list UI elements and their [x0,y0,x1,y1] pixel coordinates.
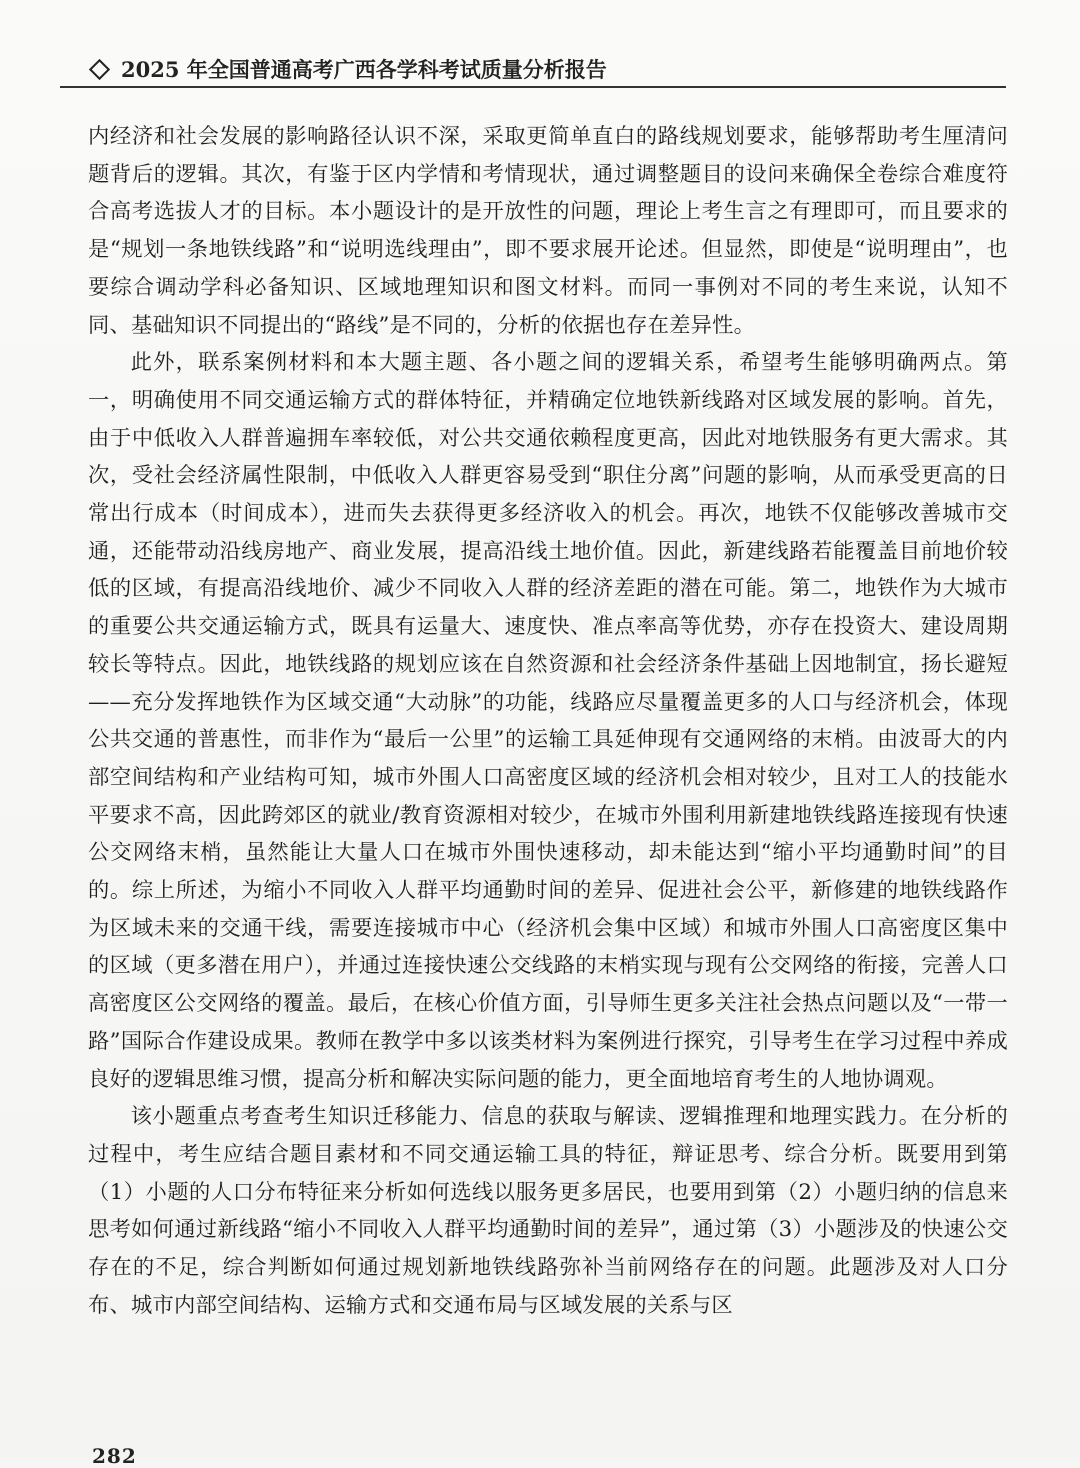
header-title: 2025 年全国普通高考广西各学科考试质量分析报告 [121,57,607,82]
paragraph: 内经济和社会发展的影响路径认识不深，采取更简单直白的路线规划要求，能够帮助考生厘清问题背后的逻辑。其次，有鉴于区内学情和考情现状，通过调整题目的设问来确保全卷综合难度符合高考选拔人才的目标。本小题设计的是开放性的问题，理论上考生言之有理即可，而且要求的是“规划一条地铁线路”和“说明选线理由”，即不要求展开论述。但显然，即使是“说明理由”，也要综合调动学科必备知识、区域地理知识和图文材料。而同一事例对不同的考生来说，认知不同、基础知识不同提出的“路线”是不同的，分析的依据也存在差异性。 [88,124,1008,338]
running-header [88,52,1008,86]
body-text [88,118,1008,1325]
page-number: 282 [92,1444,137,1468]
diamond-icon [89,58,110,79]
paragraph: 此外，联系案例材料和本大题主题、各小题之间的逻辑关系，希望考生能够明确两点。第一，明确使用不同交通运输方式的群体特征，并精确定位地铁新线路对区域发展的影响。首先，由于中低收入人群普遍拥车率较低，对公共交通依赖程度更高，因此对地铁服务有更大需求。其次，受社会经济属性限制，中低收入人群更容易受到“职住分离”问题的影响，从而承受更高的日常出行成本（时间成本），进而失去获得更多经济收入的机会。再次，地铁不仅能够改善城市交通，还能带动沿线房地产、商业发展，提高沿线土地价值。因此，新建线路若能覆盖目前地价较低的区域，有提高沿线地价、减少不同收入人群的经济差距的潜在可能。第二，地铁作为大城市的重要公共交通运输方式，既具有运量大、速度快、准点率高等优势，亦存在投资大、建设周期较长等特点。因此，地铁线路的规划应该在自然资源和社会经济条件基础上因地制宜，扬长避短——充分发挥地铁作为区域交通“大动脉”的功能，线路应尽量覆盖更多的人口与经济机会，体现公共交通的普惠性，而非作为“最后一公里”的运输工具延伸现有交通网络的末梢。由波哥大的内部空间结构和产业结构可知，城市外围人口高密度区域的经济机会相对较少，且对工人的技能水平要求不高，因此跨郊区的就业/教育资源相对较少，在城市外围利用新建地铁线路连接现有快速公交网络末梢，虽然能让大量人口在城市外围快速移动，却未能达到“缩小平均通勤时间”的目的。综上所述，为缩小不同收入人群平均通勤时间的差异、促进社会公平，新修建的地铁线路作为区域未来的交通干线，需要连接城市中心（经济机会集中区域）和城市外围人口高密度区集中的区域（更多潜在用户），并通过连接快速公交线路的末梢实现与现有公交网络的衔接，完善人口高密度区公交网络的覆盖。最后，在核心价值方面，引导师生更多关注社会热点问题以及“一带一路”国际合作建设成果。教师在教学中多以该类材料为案例进行探究，引导考生在学习过程中养成良好的逻辑思维习惯，提高分析和解决实际问题的能力，更全面地培育考生的人地协调观。 [88,350,1008,1092]
paragraph: 该小题重点考查考生知识迁移能力、信息的获取与解读、逻辑推理和地理实践力。在分析的过程中，考生应结合题目素材和不同交通运输工具的特征，辩证思考、综合分析。既要用到第（1）小题的人口分布特征来分析如何选线以服务更多居民，也要用到第（2）小题归纳的信息来思考如何通过新线路“缩小不同收入人群平均通勤时间的差异”，通过第（3）小题涉及的快速公交存在的不足，综合判断如何通过规划新地铁线路弥补当前网络存在的问题。此题涉及对人口分布、城市内部空间结构、运输方式和交通布局与区域发展的关系与区 [88,1104,1008,1318]
header-rule [60,86,1006,88]
